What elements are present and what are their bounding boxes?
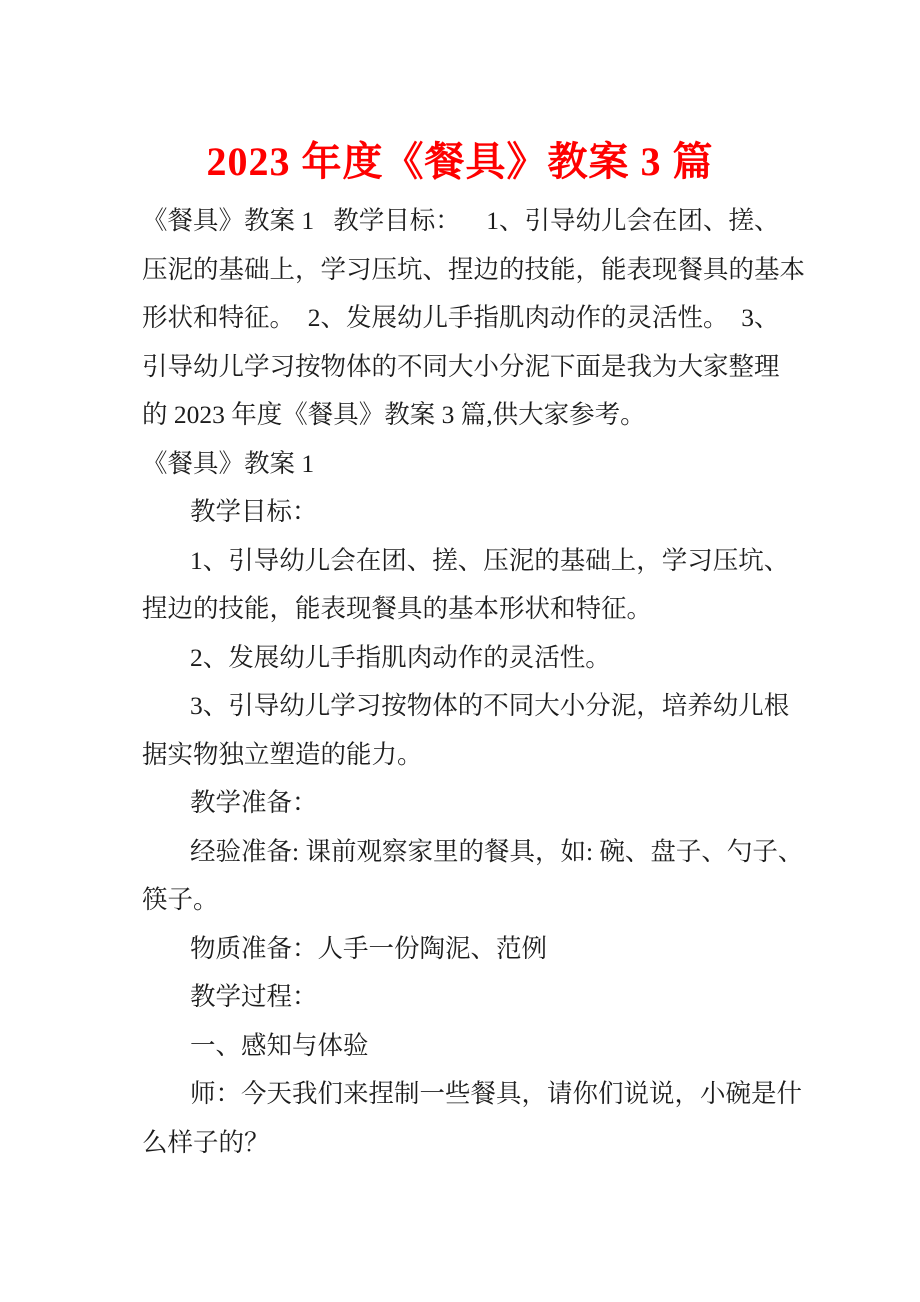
text-line: 据实物独立塑造的能力。 [142,739,423,769]
text-line: 师：今天我们来捏制一些餐具，请你们说说，小碗是什 [190,1079,803,1108]
text-line: 教学目标： [190,497,318,526]
text-line: 筷子。 [142,885,219,914]
text-line: 2、发展幼儿手指肌肉动作的灵活性。 [190,642,611,672]
text-line: 物质准备：人手一份陶泥、范例 [190,933,548,963]
text-line: 的 2023 年度《餐具》教案 3 篇,供大家参考。 [142,400,646,429]
text-line: 经验准备: 课前观察家里的餐具，如: 碗、盘子、勺子、 [190,836,804,866]
text-line: 引导幼儿学习按物体的不同大小分泥下面是我为大家整理 [142,351,780,381]
document-title: 2023 年度《餐具》教案 3 篇 [206,139,714,184]
text-line: 教学过程： [190,982,318,1011]
text-line: 压泥的基础上，学习压坑、捏边的技能，能表现餐具的基本 [142,254,806,284]
text-line: 3、引导幼儿学习按物体的不同大小分泥，培养幼儿根 [190,691,790,720]
text-line: 捏边的技能，能表现餐具的基本形状和特征。 [142,594,653,623]
text-line: 教学准备： [190,788,318,817]
text-line: 么样子的？ [142,1127,270,1157]
text-line: 《餐具》教案 1 教学目标： 1、引导幼儿会在团、搓、 [142,206,780,235]
text-line: 一、感知与体验 [190,1030,369,1060]
text-line: 形状和特征。 2、发展幼儿手指肌肉动作的灵活性。 3、 [142,303,780,332]
text-line: 1、引导幼儿会在团、搓、压泥的基础上，学习压坑、 [190,545,790,575]
text-line: 《餐具》教案 1 [142,448,315,478]
document-body [142,197,842,1167]
